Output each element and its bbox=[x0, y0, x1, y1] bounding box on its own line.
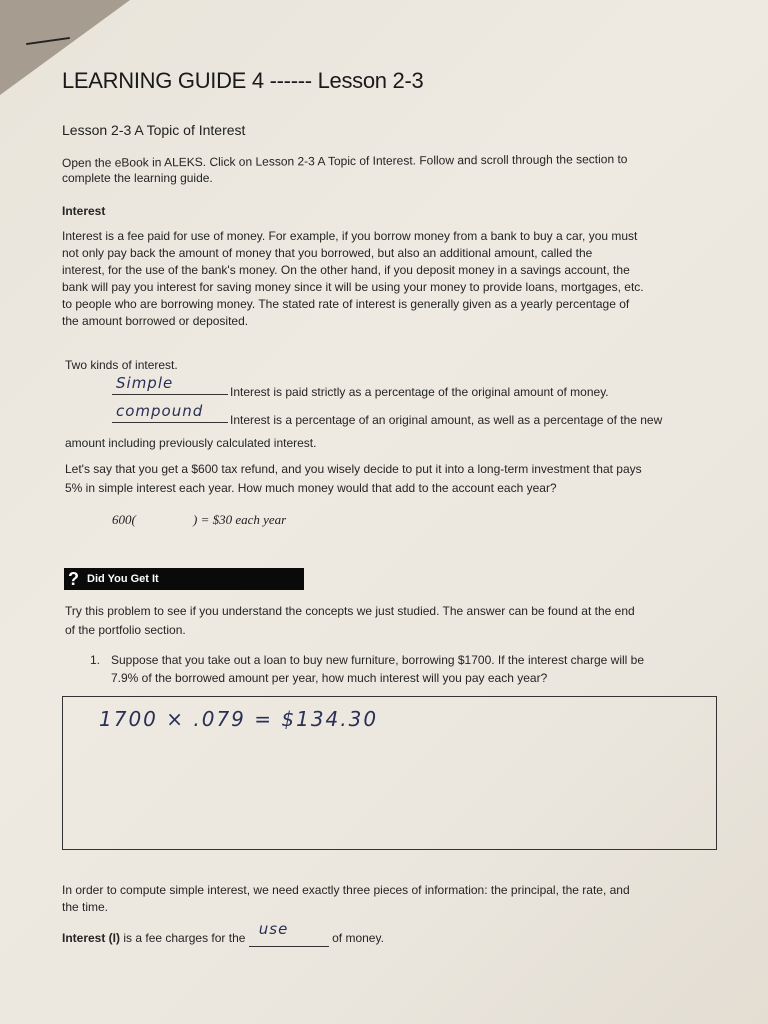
simple-blank bbox=[112, 376, 228, 396]
definition-line bbox=[62, 920, 384, 947]
interest-line-6: the amount borrowed or deposited. bbox=[62, 314, 249, 328]
answer-box[interactable] bbox=[62, 696, 717, 850]
definition-text: is a fee charges for the bbox=[120, 931, 246, 945]
definition-end: of money. bbox=[332, 931, 384, 945]
example-line-1: Let's say that you get a $600 tax refund, and you wisely decide to put it into a long-term investment that pays bbox=[65, 462, 642, 476]
handwritten-answer: 1700 × .079 = $134.30 bbox=[99, 707, 379, 731]
compound-blank bbox=[112, 404, 228, 424]
compound-definition: Interest is a percentage of an original amount, as well as a percentage of the new bbox=[230, 413, 663, 427]
lesson-subtitle: Lesson 2-3 A Topic of Interest bbox=[62, 122, 246, 138]
try-line-1: Try this problem to see if you understand the concepts we just studied. The answer can be found at the end bbox=[65, 604, 635, 618]
kinds-heading: Two kinds of interest. bbox=[65, 358, 178, 372]
instructions-line-2: complete the learning guide. bbox=[62, 171, 213, 185]
instructions-line-1: Open the eBook in ALEKS. Click on Lesson 2-3 A Topic of Interest. Follow and scroll through the section to bbox=[61, 152, 628, 170]
banner-label: Did You Get It bbox=[87, 573, 159, 585]
calc-left: 600( bbox=[112, 512, 136, 527]
simple-definition: Interest is paid strictly as a percentage of the original amount of money. bbox=[230, 385, 609, 399]
question-icon: ? bbox=[68, 568, 79, 589]
use-blank bbox=[249, 920, 329, 947]
try-line-2: of the portfolio section. bbox=[65, 623, 186, 637]
footer-line-1: In order to compute simple interest, we need exactly three pieces of information: the principal, the rate, and bbox=[62, 883, 630, 897]
page-title: LEARNING GUIDE 4 ------ Lesson 2-3 bbox=[62, 68, 424, 93]
did-you-get-it-banner bbox=[64, 568, 304, 590]
use-answer: use bbox=[258, 920, 289, 938]
example-line-2: 5% in simple interest each year. How much money would that add to the account each year? bbox=[65, 481, 557, 495]
problem-line-1: Suppose that you take out a loan to buy new furniture, borrowing $1700. If the interest charge will be bbox=[111, 653, 644, 667]
interest-line-5: to people who are borrowing money. The stated rate of interest is generally given as a yearly percentage of bbox=[62, 297, 630, 311]
problem-number: 1. bbox=[90, 653, 101, 667]
footer-line-2: the time. bbox=[62, 900, 109, 914]
compound-answer: compound bbox=[116, 402, 204, 420]
interest-line-2: not only pay back the amount of money that you borrowed, but also an additional amount, called the bbox=[62, 246, 593, 260]
interest-heading: Interest bbox=[62, 204, 106, 218]
simple-answer: Simple bbox=[116, 374, 174, 392]
problem-line-2: 7.9% of the borrowed amount per year, how much interest will you pay each year? bbox=[111, 671, 548, 685]
interest-line-3: interest, for the use of the bank's money. On the other hand, if you deposit money in a savings account, the bbox=[62, 263, 630, 277]
interest-line-4: bank will pay you interest for saving money since it will be using your money to provide loans, mortgages, etc. bbox=[62, 280, 644, 294]
interest-line-1: Interest is a fee paid for use of money. For example, if you borrow money from a bank to buy a car, you must bbox=[62, 229, 638, 243]
compound-definition-2: amount including previously calculated interest. bbox=[65, 436, 317, 450]
definition-term: Interest (I) bbox=[62, 931, 121, 945]
calc-right: ) = $30 each year bbox=[193, 512, 287, 527]
